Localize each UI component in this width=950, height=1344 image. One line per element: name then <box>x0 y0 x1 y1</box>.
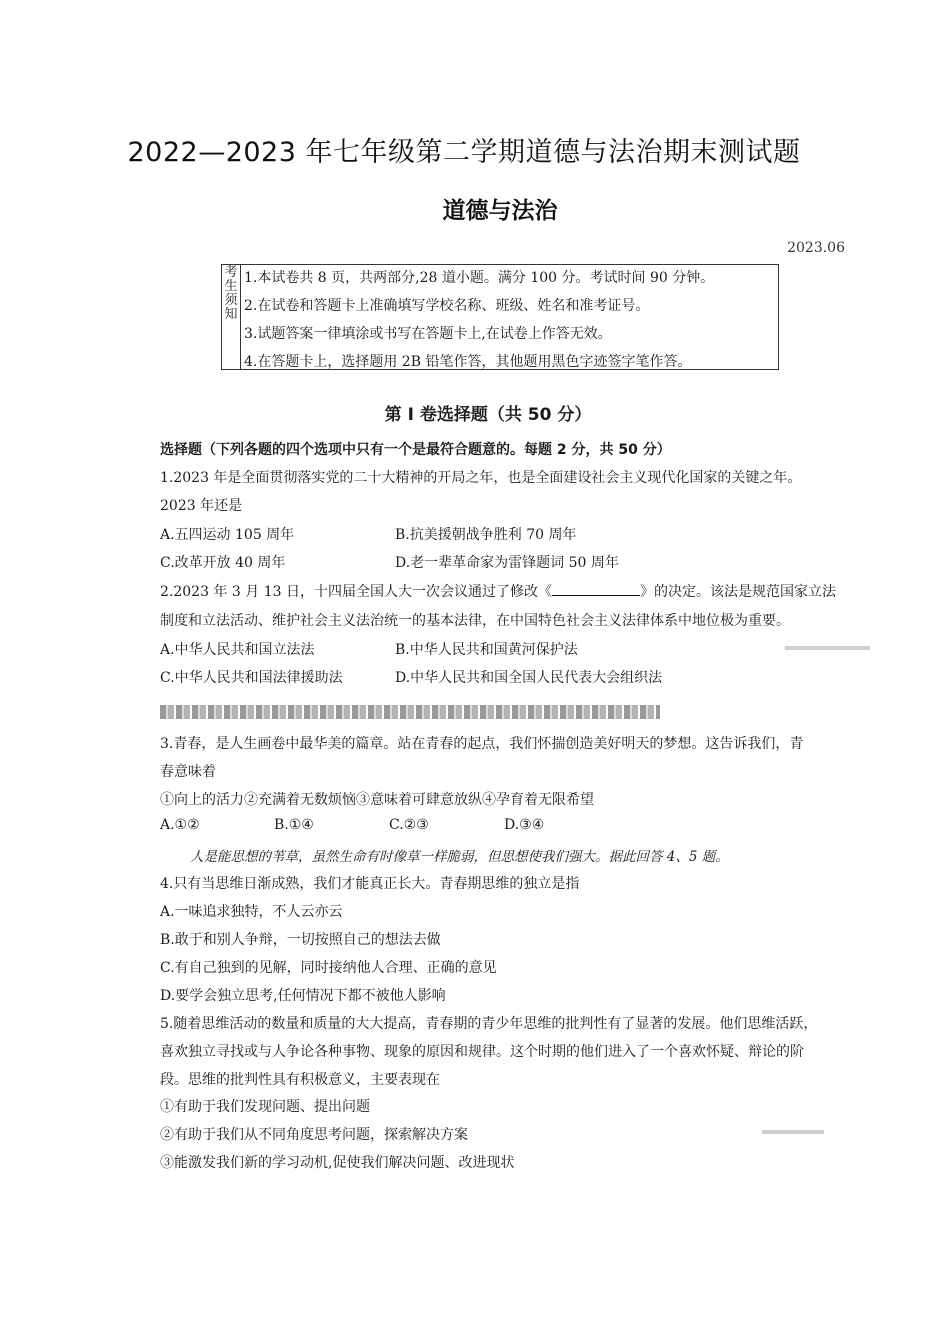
question-2-option-d: D.中华人民共和国全国人民代表大会组织法 <box>395 670 663 686</box>
reading-passage: 人是能思想的苇草，虽然生命有时像草一样脆弱，但思想使我们强大。据此回答 4、5 题。 <box>190 849 729 865</box>
question-1-option-c: C.改革开放 40 周年 <box>160 555 286 571</box>
question-4-option-a: A.一味追求独特，不人云亦云 <box>160 904 343 920</box>
question-4-option-b: B.敢于和别人争辩，一切按照自己的想法去做 <box>160 932 441 948</box>
answer-blank <box>552 583 640 596</box>
question-2-option-a: A.中华人民共和国立法法 <box>160 642 315 658</box>
question-3-option-b: B.①④ <box>274 817 314 833</box>
question-2-option-b: B.中华人民共和国黄河保护法 <box>395 642 578 658</box>
exam-date: 2023.06 <box>787 240 845 256</box>
notice-line: 3.试题答案一律填涂或书写在答题卡上,在试卷上作答无效。 <box>244 326 612 342</box>
question-5-item: ③能激发我们新的学习动机,促使我们解决问题、改进现状 <box>160 1155 515 1171</box>
question-2-stem-before: 2.2023 年 3 月 13 日，十四届全国人大一次会议通过了修改《 <box>160 584 552 600</box>
question-3-stem-cont: 春意味着 <box>160 764 216 780</box>
scan-speck <box>762 1130 824 1134</box>
question-5-stem-cont: 段。思维的批判性具有积极意义，主要表现在 <box>160 1072 440 1088</box>
question-3-option-d: D.③④ <box>504 817 545 833</box>
section-heading: 第 I 卷选择题（共 50 分） <box>384 405 592 425</box>
question-5-item: ①有助于我们发现问题、提出问题 <box>160 1099 370 1115</box>
question-3-stem: 3.青春，是人生画卷中最华美的篇章。站在青春的起点，我们怀揣创造美好明天的梦想。这告诉我们，青 <box>160 736 804 752</box>
question-4-option-d: D.要学会独立思考,任何情况下都不被他人影响 <box>160 988 446 1004</box>
scan-speck <box>785 646 870 650</box>
question-1-option-b: B.抗美援朝战争胜利 70 周年 <box>395 527 577 543</box>
question-2-option-c: C.中华人民共和国法律援助法 <box>160 670 343 686</box>
question-5-stem: 5.随着思维活动的数量和质量的大大提高，青春期的青少年思维的批判性有了显著的发展。他们思维活跃， <box>160 1016 818 1032</box>
question-2-stem-after: 》的决定。该法是规范国家立法 <box>639 584 836 600</box>
question-5-stem-cont: 喜欢独立寻找或与人争论各种事物、现象的原因和规律。这个时期的他们进入了一个喜欢怀疑、辩论的阶 <box>160 1044 804 1060</box>
notice-line: 1.本试卷共 8 页，共两部分,28 道小题。满分 100 分。考试时间 90 分钟。 <box>244 270 715 286</box>
question-1-stem: 1.2023 年是全面贯彻落实党的二十大精神的开局之年，也是全面建设社会主义现代化国家的关键之年。 <box>160 470 802 486</box>
candidate-notice-box <box>221 264 779 370</box>
notice-line: 4.在答题卡上，选择题用 2B 铅笔作答，其他题用黑色字迹签字笔作答。 <box>244 354 692 370</box>
question-4-option-c: C.有自己独到的见解，同时接纳他人合理、正确的意见 <box>160 960 497 976</box>
exam-title: 2022—2023 年七年级第二学期道德与法治期末测试题 <box>127 137 801 168</box>
notice-label: 考生须知 <box>222 265 241 369</box>
section-instruction: 选择题（下列各题的四个选项中只有一个是最符合题意的。每题 2 分，共 50 分） <box>160 442 671 458</box>
scan-artifact <box>160 705 660 719</box>
question-1-option-d: D.老一辈革命家为雷锋题词 50 周年 <box>395 555 619 571</box>
question-2-stem-cont: 制度和立法活动、维护社会主义法治统一的基本法律，在中国特色社会主义法律体系中地位极为重要。 <box>160 613 790 629</box>
notice-line: 2.在试卷和答题卡上准确填写学校名称、班级、姓名和准考证号。 <box>244 298 650 314</box>
question-4-stem: 4.只有当思维日渐成熟，我们才能真正长大。青春期思维的独立是指 <box>160 876 580 892</box>
question-1-option-a: A.五四运动 105 周年 <box>160 527 295 543</box>
question-5-item: ②有助于我们从不同角度思考问题，探索解决方案 <box>160 1127 468 1143</box>
question-3-option-c: C.②③ <box>389 817 429 833</box>
question-1-stem-cont: 2023 年还是 <box>160 498 243 514</box>
question-2-stem <box>160 581 836 601</box>
question-3-statements: ①向上的活力②充满着无数烦恼③意味着可肆意放纵④孕育着无限希望 <box>160 792 594 808</box>
question-3-option-a: A.①② <box>160 817 200 833</box>
subject-title: 道德与法治 <box>442 198 558 224</box>
